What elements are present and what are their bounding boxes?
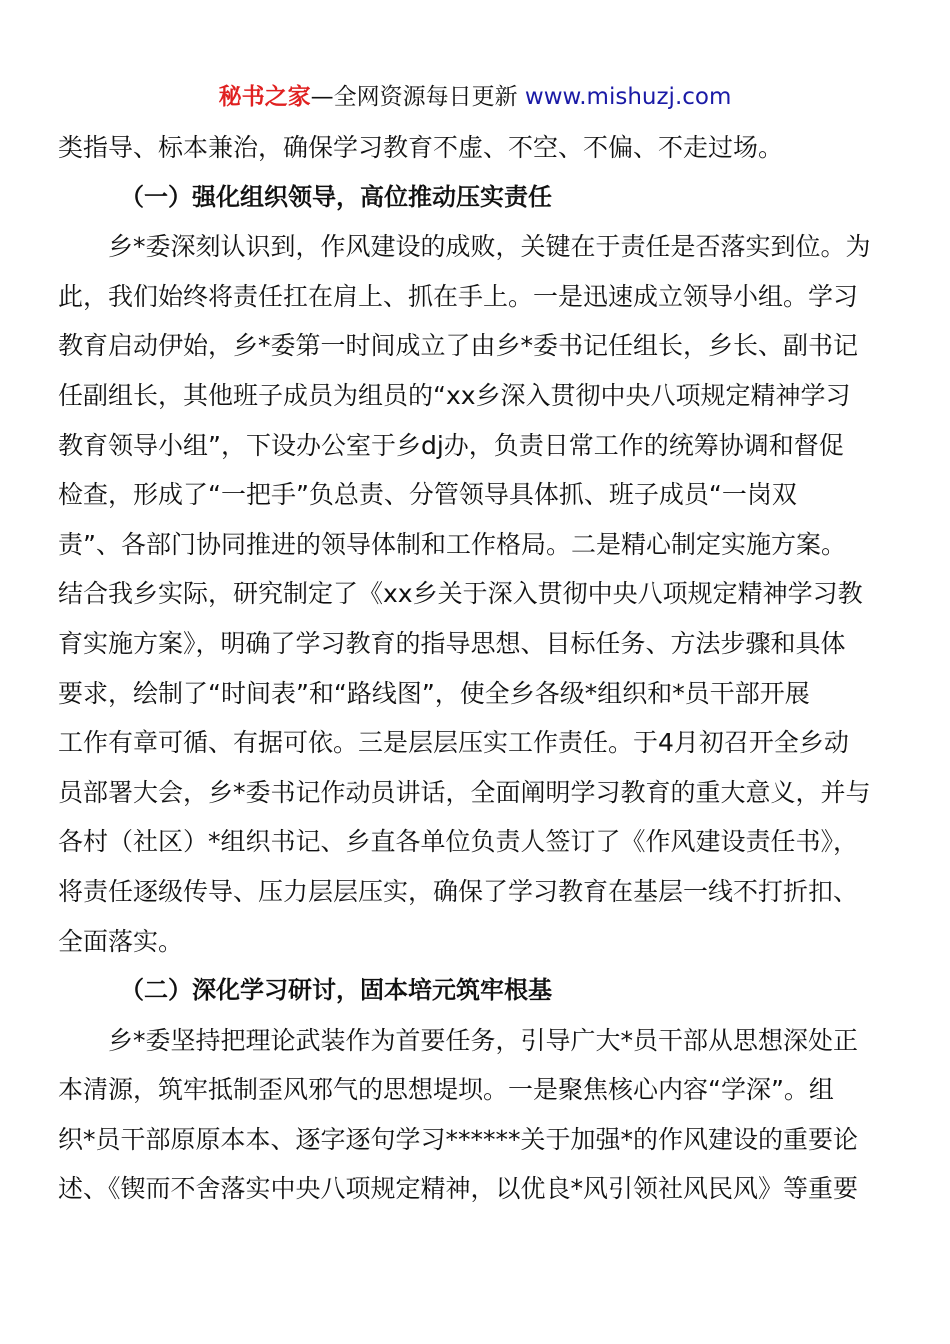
text-line: 任副组长，其他班子成员为组员的“xx乡深入贯彻中央八项规定精神学习 (58, 380, 851, 410)
site-header (0, 82, 950, 112)
text-line: 将责任逐级传导、压力层层压实，确保了学习教育在基层一线不打折扣、 (58, 876, 859, 906)
text-line: 类指导、标本兼治，确保学习教育不虚、不空、不偏、不走过场。 (58, 133, 784, 162)
text-line: 乡*委深刻认识到，作风建设的成败，关键在于责任是否落实到位。为 (108, 232, 871, 262)
text-line: 教育领导小组”，下设办公室于乡dj办，负责日常工作的统筹协调和督促 (58, 430, 844, 460)
text-line: 织*员干部原原本本、逐字逐句学习******关于加强*的作风建设的重要论 (58, 1124, 859, 1154)
text-line: 结合我乡实际，研究制定了《xx乡关于深入贯彻中央八项规定精神学习教 (58, 579, 863, 609)
header-tagline: —全网资源每日更新 (310, 84, 525, 110)
text-line: 此，我们始终将责任扛在肩上、抓在手上。一是迅速成立领导小组。学习 (58, 281, 859, 311)
text-line: 员部署大会，乡*委书记作动员讲话，全面阐明学习教育的重大意义，并与 (58, 777, 871, 807)
text-line: 各村（社区）*组织书记、乡直各单位负责人签订了《作风建设责任书》， (58, 827, 859, 857)
section-heading: （一）强化组织领导，高位推动压实责任 (120, 182, 552, 211)
text-line: 乡*委坚持把理论武装作为首要任务，引导广大*员干部从思想深处正 (108, 1025, 859, 1055)
text-line: 本清源，筑牢抵制歪风邪气的思想堤坝。一是聚焦核心内容“学深”。组 (58, 1075, 834, 1105)
text-line: 教育启动伊始，乡*委第一时间成立了由乡*委书记任组长，乡长、副书记 (58, 331, 859, 361)
text-line: 检查，形成了“一把手”负总责、分管领导具体抓、班子成员“一岗双 (58, 480, 797, 510)
text-line: 工作有章可循、有据可依。三是层层压实工作责任。于4月初召开全乡动 (58, 728, 849, 758)
section-heading: （二）深化学习研讨，固本培元筑牢根基 (120, 976, 552, 1005)
text-line: 责”、各部门协同推进的领导体制和工作格局。二是精心制定实施方案。 (58, 529, 846, 559)
site-url-link[interactable]: www.mishuzj.com (524, 84, 732, 110)
text-line: 要求，绘制了“时间表”和“路线图”，使全乡各级*组织和*员干部开展 (58, 678, 810, 708)
text-line: 全面落实。 (58, 926, 184, 956)
document-body (58, 123, 894, 1214)
text-line: 述、《锲而不舍落实中央八项规定精神，以优良*风引领社风民风》等重要 (58, 1174, 859, 1204)
text-line: 育实施方案》，明确了学习教育的指导思想、目标任务、方法步骤和具体 (58, 628, 846, 658)
brand-name: 秘书之家 (218, 84, 311, 110)
